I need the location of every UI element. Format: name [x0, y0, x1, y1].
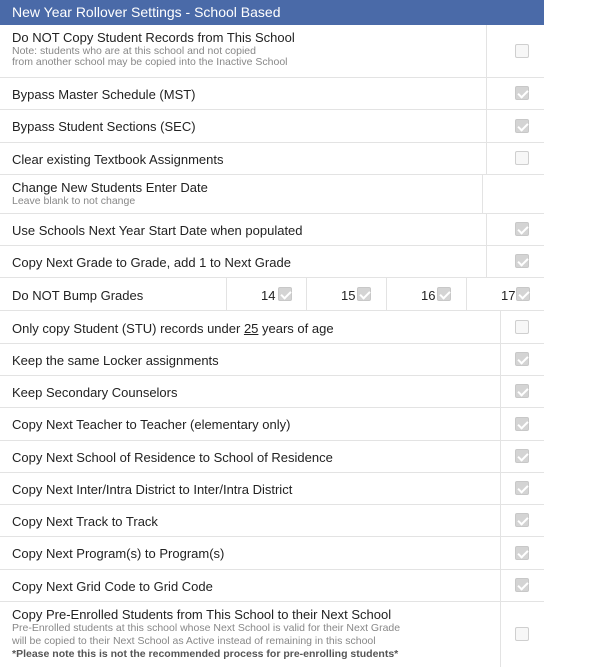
grade-label: 15 — [341, 288, 356, 303]
setting-row-do-not-bump — [0, 278, 544, 311]
setting-row-school-residence — [0, 441, 544, 473]
setting-row-next-teacher — [0, 408, 544, 441]
setting-note: Leave blank to not change — [12, 195, 136, 207]
setting-label: Do NOT Bump Grades — [12, 288, 144, 303]
setting-row-program — [0, 537, 544, 570]
grade-label: 14 — [261, 288, 276, 303]
setting-label: Do NOT Copy Student Records from This School — [12, 30, 295, 45]
setting-label: Bypass Student Sections (SEC) — [12, 119, 196, 134]
setting-row-bypass-sec — [0, 110, 544, 143]
checkbox-next-year-start[interactable] — [515, 222, 529, 236]
panel-title: New Year Rollover Settings - School Based — [0, 0, 544, 25]
enter-date-field[interactable] — [483, 175, 544, 213]
grade-label: 17 — [501, 288, 516, 303]
setting-label: Copy Next Inter/Intra District to Inter/Intra District — [12, 482, 293, 497]
setting-row-enter-date — [0, 175, 544, 214]
setting-label: Copy Pre-Enrolled Students from This School to their Next School — [12, 607, 392, 622]
setting-label: Bypass Master Schedule (MST) — [12, 87, 196, 102]
checkbox-locker[interactable] — [515, 352, 529, 366]
setting-row-counselors — [0, 376, 544, 408]
setting-note: will be copied to their Next School as Active instead of remaining in this school — [12, 635, 376, 647]
setting-row-inter-intra — [0, 473, 544, 505]
setting-label: Use Schools Next Year Start Date when populated — [12, 223, 303, 238]
checkbox-grade-15[interactable] — [357, 287, 371, 301]
setting-row-track — [0, 505, 544, 537]
setting-row-pre-enrolled — [0, 602, 544, 667]
checkbox-next-teacher[interactable] — [515, 417, 529, 431]
checkbox-grid-code[interactable] — [515, 578, 529, 592]
setting-label: Change New Students Enter Date — [12, 180, 208, 195]
setting-row-next-grade — [0, 246, 544, 278]
checkbox-program[interactable] — [515, 546, 529, 560]
age-value[interactable]: 25 — [243, 321, 259, 336]
checkbox-school-residence[interactable] — [515, 449, 529, 463]
setting-row-do-not-copy — [0, 25, 544, 78]
setting-note: from another school may be copied into the Inactive School — [12, 56, 288, 68]
setting-label: Keep the same Locker assignments — [12, 353, 219, 368]
setting-row-bypass-mst — [0, 78, 544, 110]
checkbox-do-not-copy[interactable] — [515, 44, 529, 58]
checkbox-grade-14[interactable] — [278, 287, 292, 301]
setting-label: Only copy Student (STU) records under 25 years of age — [12, 321, 334, 336]
checkbox-pre-enrolled[interactable] — [515, 627, 529, 641]
checkbox-counselors[interactable] — [515, 384, 529, 398]
setting-row-locker — [0, 344, 544, 376]
setting-warning: *Please note this is not the recommended process for pre-enrolling students* — [12, 648, 399, 660]
checkbox-inter-intra[interactable] — [515, 481, 529, 495]
checkbox-grade-17[interactable] — [516, 287, 530, 301]
setting-note: Note: students who are at this school and not copied — [12, 45, 256, 57]
checkbox-next-grade[interactable] — [515, 254, 529, 268]
checkbox-age-limit[interactable] — [515, 320, 529, 334]
setting-label: Copy Next Track to Track — [12, 514, 158, 529]
setting-label: Copy Next Grid Code to Grid Code — [12, 579, 213, 594]
setting-label: Copy Next Grade to Grade, add 1 to Next Grade — [12, 255, 291, 270]
checkbox-bypass-sec[interactable] — [515, 119, 529, 133]
checkbox-clear-textbook[interactable] — [515, 151, 529, 165]
setting-row-age-limit — [0, 311, 544, 344]
setting-label: Clear existing Textbook Assignments — [12, 152, 224, 167]
setting-label: Keep Secondary Counselors — [12, 385, 178, 400]
setting-label: Copy Next School of Residence to School of Residence — [12, 450, 333, 465]
checkbox-grade-16[interactable] — [437, 287, 451, 301]
grade-label: 16 — [421, 288, 436, 303]
setting-row-clear-textbook — [0, 143, 544, 175]
setting-label: Copy Next Program(s) to Program(s) — [12, 546, 225, 561]
setting-row-next-year-start — [0, 214, 544, 246]
setting-row-grid-code — [0, 570, 544, 602]
setting-label: Copy Next Teacher to Teacher (elementary only) — [12, 417, 291, 432]
setting-note: Pre-Enrolled students at this school whose Next School is valid for their Next Grade — [12, 622, 401, 634]
checkbox-bypass-mst[interactable] — [515, 86, 529, 100]
checkbox-track[interactable] — [515, 513, 529, 527]
